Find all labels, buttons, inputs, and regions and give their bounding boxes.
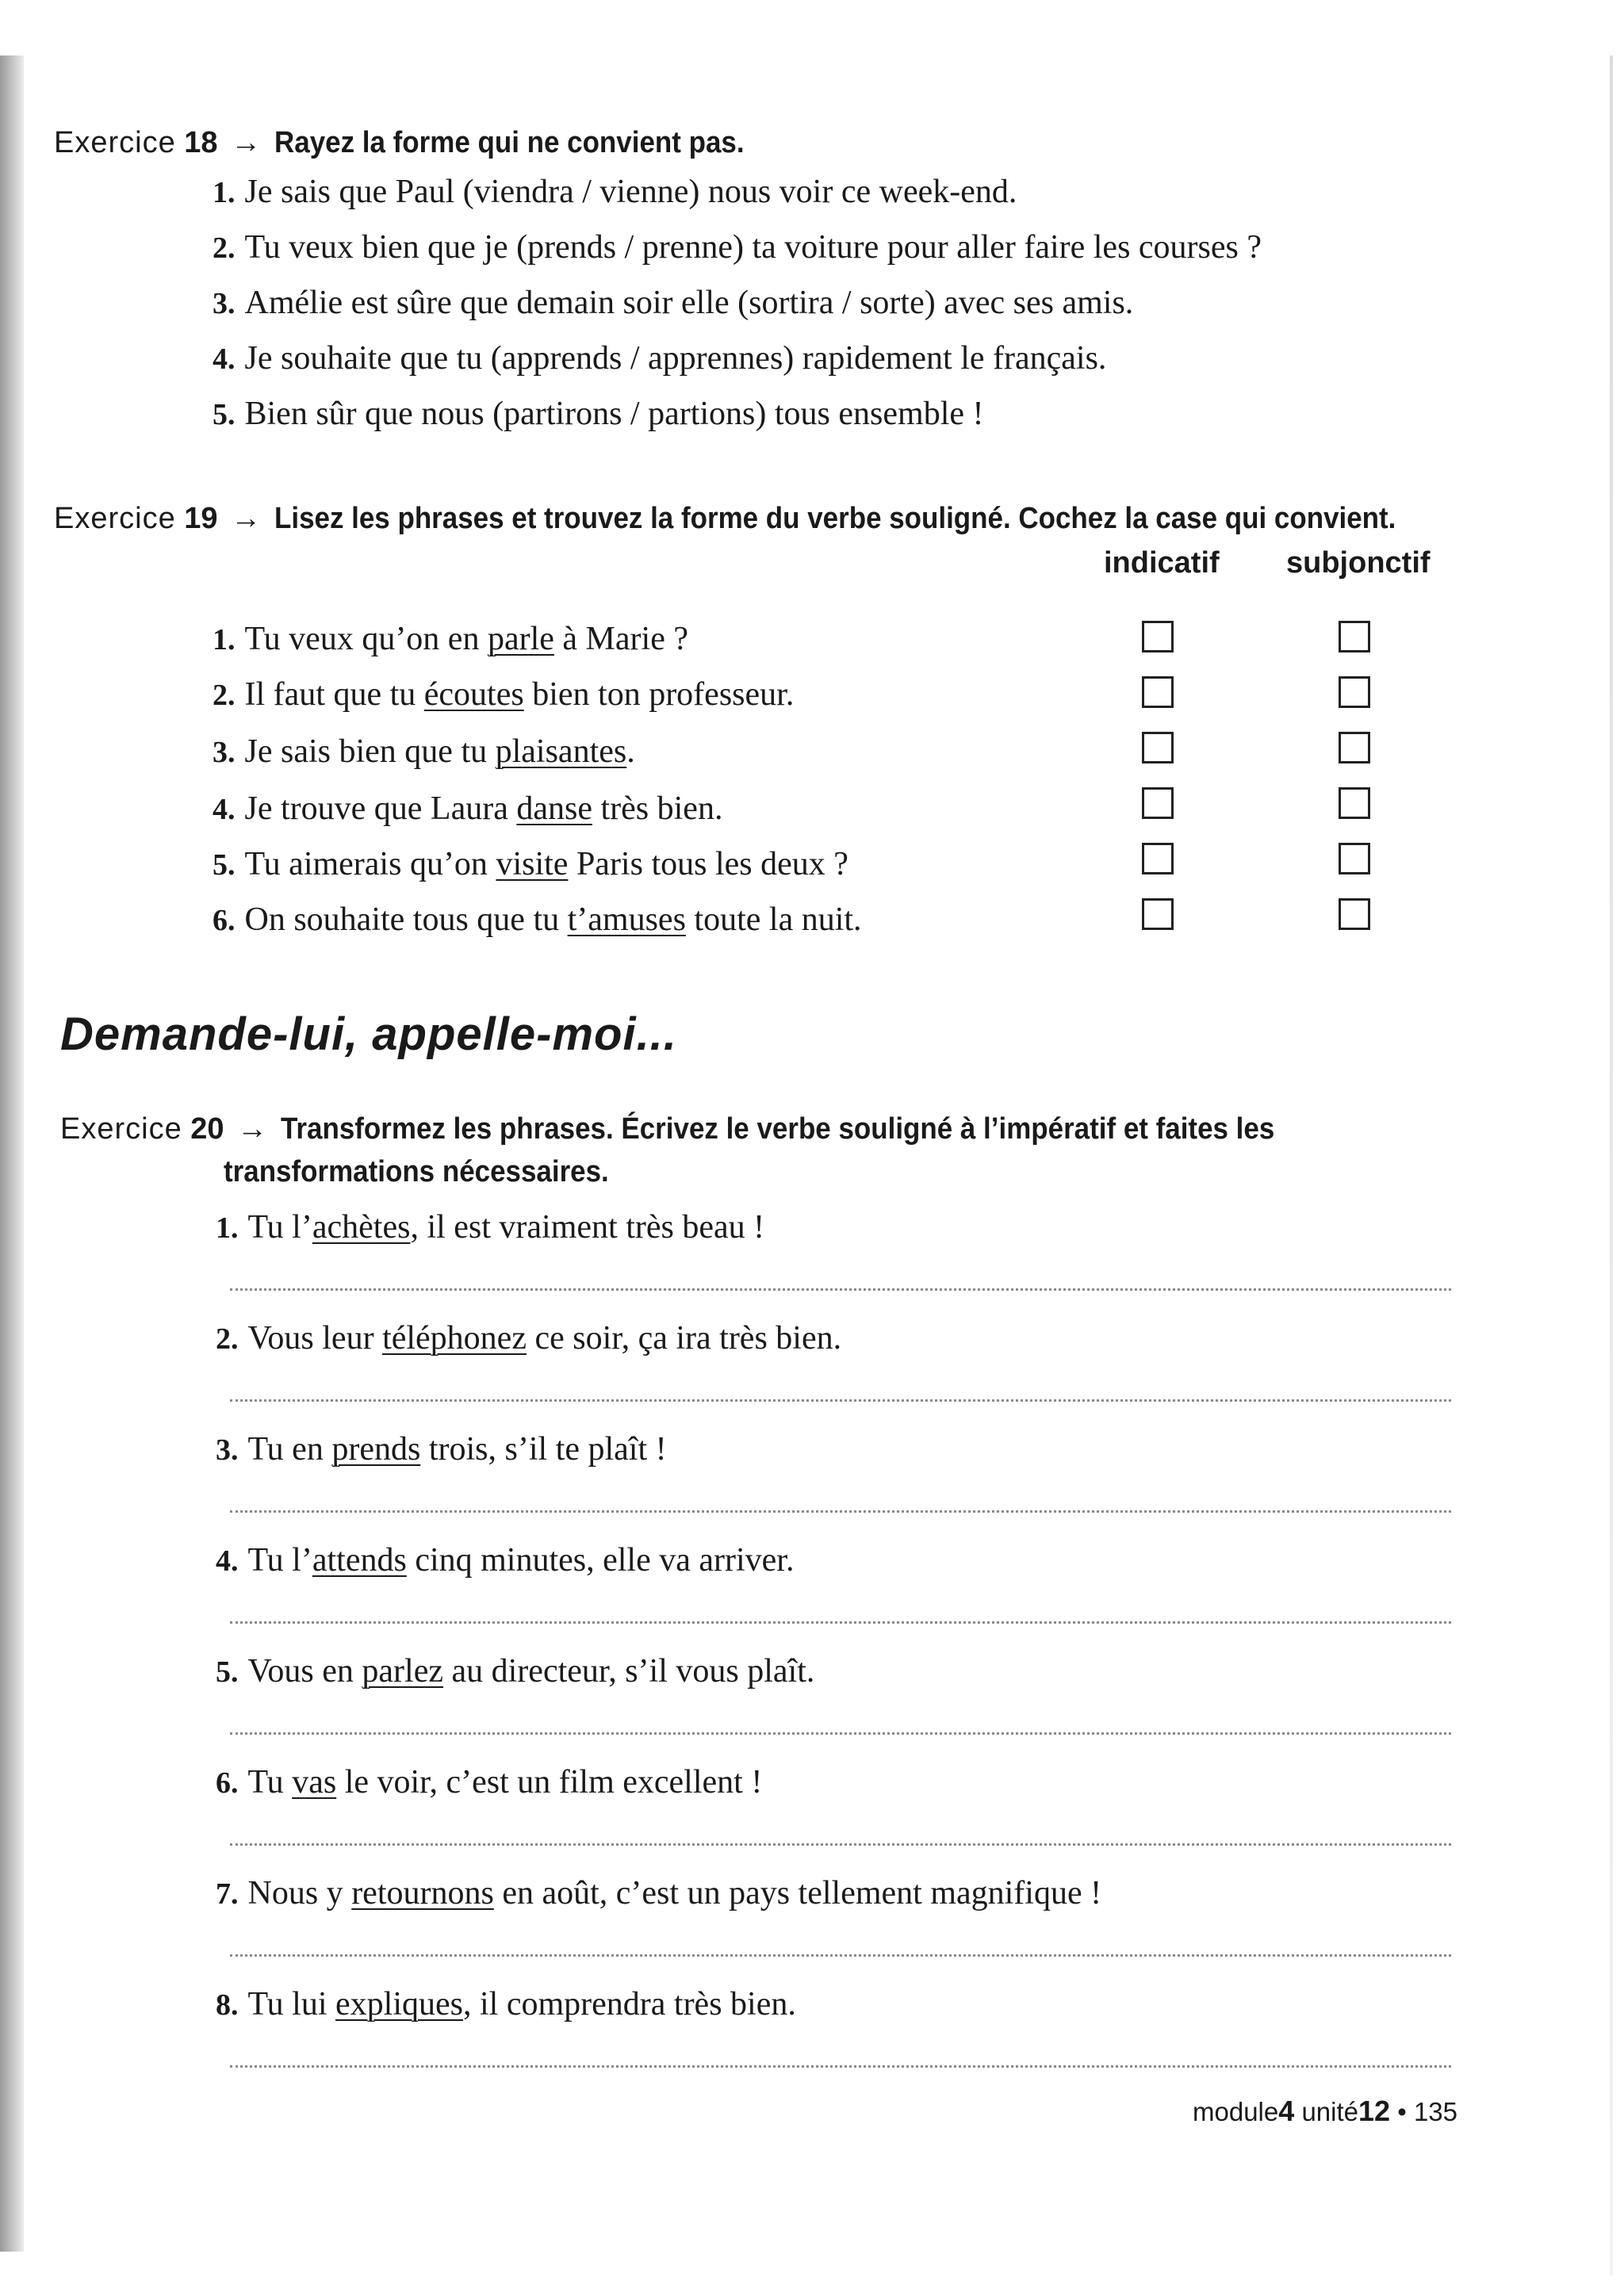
ex19-item <box>213 844 848 886</box>
underlined-verb: retournons <box>351 1875 494 1911</box>
item-number: 1. <box>213 623 236 656</box>
ex20-item <box>216 1984 796 2026</box>
item-text-after: trois, s’il te plaît ! <box>420 1431 667 1468</box>
page-edge <box>1610 55 1613 2275</box>
item-number: 5. <box>213 848 236 882</box>
underlined-verb: écoutes <box>423 676 524 713</box>
checkbox-subjonctif-6[interactable] <box>1339 898 1370 930</box>
item-text-after: , il comprendra très bien. <box>463 1986 796 2022</box>
ex19-item <box>213 731 635 773</box>
ex19-item <box>213 618 688 660</box>
item-number: 4. <box>213 342 236 376</box>
exercise-18-heading <box>54 124 785 162</box>
ex20-item <box>216 1540 794 1582</box>
item-number: 7. <box>216 1877 239 1911</box>
answer-line-5[interactable] <box>230 1732 1451 1735</box>
column-header-indicatif: indicatif <box>1104 546 1220 580</box>
item-text-after: bien ton professeur. <box>523 676 795 713</box>
item-text-before: Tu veux qu’on en <box>244 621 488 657</box>
checkbox-subjonctif-1[interactable] <box>1339 621 1370 652</box>
item-text: Tu veux bien que je (prends / prenne) ta voiture pour aller faire les courses ? <box>244 229 1262 266</box>
exercise-number: 19 <box>184 502 218 535</box>
underlined-verb: téléphonez <box>382 1320 527 1357</box>
underlined-verb: t’amuses <box>567 901 686 938</box>
page-footer <box>1193 2095 1457 2129</box>
item-number: 4. <box>213 793 236 826</box>
checkbox-subjonctif-4[interactable] <box>1339 787 1370 819</box>
checkbox-indicatif-1[interactable] <box>1142 621 1174 652</box>
answer-line-8[interactable] <box>230 2065 1451 2068</box>
item-number: 4. <box>216 1544 239 1578</box>
answer-line-7[interactable] <box>230 1954 1451 1957</box>
footer-module-label: module <box>1193 2097 1279 2126</box>
answer-line-3[interactable] <box>230 1510 1451 1513</box>
exercise-instruction: Transformez les phrases. Écrivez le verbe souligné à l’impératif et faites les <box>280 1112 1274 1146</box>
underlined-verb: parlez <box>362 1653 443 1689</box>
item-text-after: très bien. <box>592 790 723 827</box>
item-text-before: Vous leur <box>247 1320 383 1357</box>
item-text: Bien sûr que nous (partirons / partions) tous ensemble ! <box>244 396 984 432</box>
checkbox-subjonctif-5[interactable] <box>1339 843 1370 874</box>
ex20-item <box>216 1651 814 1693</box>
item-text-after: Paris tous les deux ? <box>568 846 848 882</box>
underlined-verb: parle <box>487 621 554 657</box>
item-text-after: en août, c’est un pays tellement magnifique ! <box>493 1875 1102 1911</box>
ex18-item <box>213 393 984 435</box>
item-text-before: Nous y <box>247 1875 352 1911</box>
item-number: 3. <box>213 287 236 320</box>
ex18-item <box>213 171 1017 213</box>
arrow-icon: → <box>231 126 262 159</box>
item-text-before: Il faut que tu <box>244 676 424 713</box>
exercise-20-heading-line2 <box>224 1153 642 1191</box>
ex20-item <box>216 1318 841 1360</box>
underlined-verb: plaisantes <box>495 733 627 770</box>
book-spine-shadow <box>0 55 24 2252</box>
item-number: 6. <box>216 1766 239 1800</box>
checkbox-indicatif-3[interactable] <box>1142 732 1174 763</box>
underlined-verb: prends <box>331 1431 421 1468</box>
item-number: 1. <box>213 176 236 209</box>
item-number: 5. <box>216 1655 239 1689</box>
item-text-before: Tu l’ <box>247 1542 312 1578</box>
answer-line-4[interactable] <box>230 1621 1451 1624</box>
ex20-item <box>216 1762 762 1804</box>
ex18-item <box>213 338 1106 380</box>
arrow-icon: → <box>231 502 262 535</box>
checkbox-indicatif-4[interactable] <box>1142 787 1174 819</box>
checkbox-indicatif-5[interactable] <box>1142 843 1174 874</box>
item-text-after: au directeur, s’il vous plaît. <box>443 1653 815 1689</box>
checkbox-indicatif-6[interactable] <box>1142 898 1174 930</box>
exercise-instruction-continued: transformations nécessaires. <box>224 1155 609 1188</box>
item-text-after: . <box>626 733 635 770</box>
answer-line-6[interactable] <box>230 1843 1451 1846</box>
footer-unite-number: 12 <box>1358 2095 1391 2127</box>
item-number: 8. <box>216 1988 239 2022</box>
item-text-after: à Marie ? <box>553 621 688 657</box>
ex20-item <box>216 1873 1101 1915</box>
column-header-subjonctif: subjonctif <box>1286 546 1431 580</box>
section-title: Demande-lui, appelle-moi... <box>60 1008 677 1060</box>
underlined-verb: expliques <box>335 1986 463 2022</box>
checkbox-subjonctif-2[interactable] <box>1339 676 1370 708</box>
underlined-verb: achètes <box>312 1209 411 1246</box>
item-number: 2. <box>213 232 236 265</box>
exercise-instruction: Rayez la forme qui ne convient pas. <box>274 126 745 159</box>
item-text-before: On souhaite tous que tu <box>244 901 568 938</box>
item-number: 1. <box>216 1211 239 1245</box>
arrow-icon: → <box>237 1112 268 1146</box>
exercise-number: 18 <box>184 126 218 159</box>
exercise-label: Exercice <box>54 126 176 159</box>
item-text: Je sais que Paul (viendra / vienne) nous voir ce week-end. <box>244 174 1017 210</box>
item-text-before: Je sais bien que tu <box>244 733 496 770</box>
footer-bullet: • <box>1397 2097 1407 2126</box>
item-text-after: le voir, c’est un film excellent ! <box>336 1764 763 1800</box>
item-text-before: Je trouve que Laura <box>244 790 517 827</box>
exercise-20-heading <box>60 1110 1361 1148</box>
exercise-number: 20 <box>190 1112 224 1146</box>
item-number: 6. <box>213 904 236 937</box>
ex19-item <box>213 899 862 941</box>
underlined-verb: visite <box>496 846 569 882</box>
answer-line-2[interactable] <box>230 1399 1451 1402</box>
underlined-verb: danse <box>516 790 592 827</box>
exercise-19-heading <box>54 499 1493 538</box>
checkbox-subjonctif-3[interactable] <box>1339 732 1370 763</box>
item-text: Je souhaite que tu (apprends / apprennes) rapidement le français. <box>244 340 1107 377</box>
item-number: 3. <box>213 736 236 769</box>
item-text-before: Vous en <box>247 1653 362 1689</box>
exercise-label: Exercice <box>60 1112 182 1146</box>
ex20-item <box>216 1207 764 1249</box>
footer-unite-label: unité <box>1301 2097 1358 2126</box>
item-number: 5. <box>213 398 236 431</box>
answer-line-1[interactable] <box>230 1288 1451 1291</box>
underlined-verb: vas <box>292 1764 337 1800</box>
ex20-item <box>216 1429 667 1471</box>
exercise-label: Exercice <box>54 502 176 535</box>
item-text-before: Tu lui <box>247 1986 336 2022</box>
item-text-after: , il est vraiment très beau ! <box>410 1209 765 1246</box>
exercise-instruction: Lisez les phrases et trouvez la forme du verbe souligné. Cochez la case qui convient. <box>274 502 1396 535</box>
ex18-item <box>213 282 1133 324</box>
checkbox-indicatif-2[interactable] <box>1142 676 1174 708</box>
ex18-item <box>213 227 1262 269</box>
ex19-item <box>213 674 794 716</box>
footer-module-number: 4 <box>1278 2095 1295 2127</box>
item-text-after: ce soir, ça ira très bien. <box>526 1320 842 1357</box>
item-text-before: Tu l’ <box>247 1209 312 1246</box>
page-number: 135 <box>1413 2097 1458 2126</box>
item-number: 2. <box>213 679 236 712</box>
item-text-before: Tu en <box>247 1431 332 1468</box>
item-number: 2. <box>216 1322 239 1356</box>
underlined-verb: attends <box>312 1542 407 1578</box>
item-number: 3. <box>216 1433 239 1467</box>
item-text: Amélie est sûre que demain soir elle (sortira / sorte) avec ses amis. <box>244 285 1134 321</box>
ex19-item <box>213 788 722 830</box>
item-text-after: toute la nuit. <box>685 901 862 938</box>
item-text-before: Tu aimerais qu’on <box>244 846 496 882</box>
item-text-before: Tu <box>247 1764 293 1800</box>
item-text-after: cinq minutes, elle va arriver. <box>406 1542 795 1578</box>
